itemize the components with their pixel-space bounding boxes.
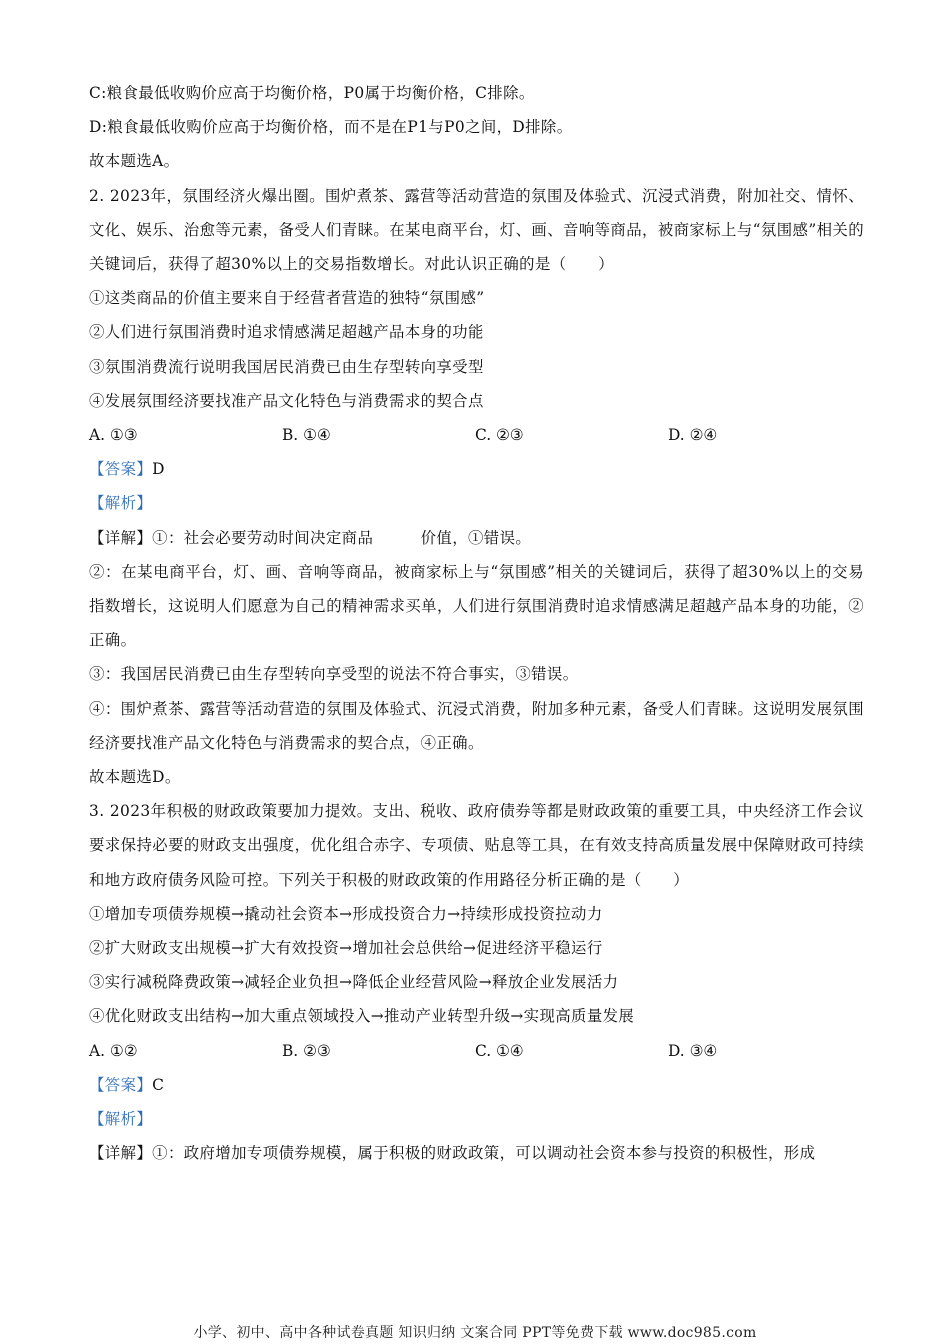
q2-item-3: ③氛围消费流行说明我国居民消费已由生存型转向享受型	[89, 357, 484, 376]
option-d-exclusion: D:粮食最低收购价应高于均衡价格，而不是在P1与P0之间，D排除。	[89, 118, 573, 137]
q3-option-a: A. ①②	[89, 1041, 138, 1060]
q3-answer	[89, 1068, 864, 1102]
q3-item-1: ①增加专项债券规模→撬动社会资本→形成投资合力→持续形成投资拉动力	[89, 904, 603, 923]
q2-option-c: C. ②③	[475, 426, 524, 445]
q2-conclusion: 故本题选D。	[89, 768, 181, 787]
q3-options	[89, 1034, 864, 1068]
q3-option-d: D. ③④	[668, 1041, 718, 1060]
q3-stem: 3. 2023年积极的财政政策要加力提效。支出、税收、政府债券等都是财政政策的重要工具，中央经济工作会议要求保持必要的财政支出强度，优化组合赤字、专项债、贴息等工具，在有效支持高质量发展中保障财政可持续和地方政府债务风险可控。下列关于积极的财政政策的作用路径分析正确的是（ ）	[89, 802, 864, 889]
q2-option-a: A. ①③	[89, 426, 138, 445]
q3-item-4: ④优化财政支出结构→加大重点领域投入→推动产业转型升级→实现高质量发展	[89, 1007, 635, 1026]
q2-option-b: B. ①④	[282, 426, 331, 445]
option-c-exclusion: C:粮食最低收购价应高于均衡价格，P0属于均衡价格，C排除。	[89, 84, 535, 102]
q3-item-3: ③实行减税降费政策→减轻企业负担→降低企业经营风险→释放企业发展活力	[89, 973, 619, 992]
q2-item-1: ①这类商品的价值主要来自于经营者营造的独特“氛围感”	[89, 289, 485, 308]
q3-detail-1	[89, 1136, 864, 1170]
q2-option-d: D. ②④	[668, 426, 718, 445]
q2-detail-3: ③：我国居民消费已由生存型转向享受型的说法不符合事实，③错误。	[89, 665, 579, 684]
answer-label: 【答案】	[89, 1075, 153, 1094]
document-page	[89, 76, 864, 1171]
q2-detail-1	[89, 521, 864, 555]
q2-analysis-label: 【解析】	[89, 494, 153, 513]
q2-detail-4: ④：围炉煮茶、露营等活动营造的氛围及体验式、沉浸式消费，附加多种元素，备受人们青睐。这说明发展氛围经济要找准产品文化特色与消费需求的契合点，④正确。	[89, 699, 864, 752]
q2-detail-2: ②：在某电商平台，灯、画、音响等商品，被商家标上与“氛围感”相关的关键词后，获得了超30%以上的交易指数增长，这说明人们愿意为自己的精神需求买单，人们进行氛围消费时追求情感满足超越产品本身的功能，②正确。	[89, 562, 864, 650]
detail-text: ①：社会必要劳动时间决定商品 价值，①错误。	[152, 528, 532, 547]
q2-item-2: ②人们进行氛围消费时追求情感满足超越产品本身的功能	[89, 323, 484, 342]
detail-text: ①：政府增加专项债券规模，属于积极的财政政策，可以调动社会资本参与投资的积极性，形成	[152, 1144, 816, 1163]
q2-item-4: ④发展氛围经济要找准产品文化特色与消费需求的契合点	[89, 391, 484, 410]
answer-value: D	[152, 460, 165, 479]
answer-value: C	[152, 1075, 165, 1094]
q3-option-b: B. ②③	[282, 1041, 331, 1060]
q2-stem: 2. 2023年，氛围经济火爆出圈。围炉煮茶、露营等活动营造的氛围及体验式、沉浸式消费，附加社交、情怀、文化、娱乐、治愈等元素，备受人们青睐。在某电商平台，灯、画、音响等商品，被商家标上与“氛围感”相关的关键词后，获得了超30%以上的交易指数增长。对此认识正确的是（ ）	[89, 186, 864, 274]
q1-conclusion: 故本题选A。	[89, 152, 180, 171]
footer-watermark: 小学、初中、高中各种试卷真题 知识归纳 文案合同 PPT等免费下载 www.doc985.com	[193, 1325, 757, 1341]
q2-answer	[89, 452, 864, 486]
q2-options	[89, 418, 864, 452]
q3-item-2: ②扩大财政支出规模→扩大有效投资→增加社会总供给→促进经济平稳运行	[89, 939, 603, 958]
answer-label: 【答案】	[89, 460, 153, 479]
q3-analysis-label: 【解析】	[89, 1110, 153, 1129]
detail-label: 【详解】	[89, 528, 153, 547]
q3-option-c: C. ①④	[475, 1041, 524, 1060]
detail-label: 【详解】	[89, 1144, 153, 1163]
